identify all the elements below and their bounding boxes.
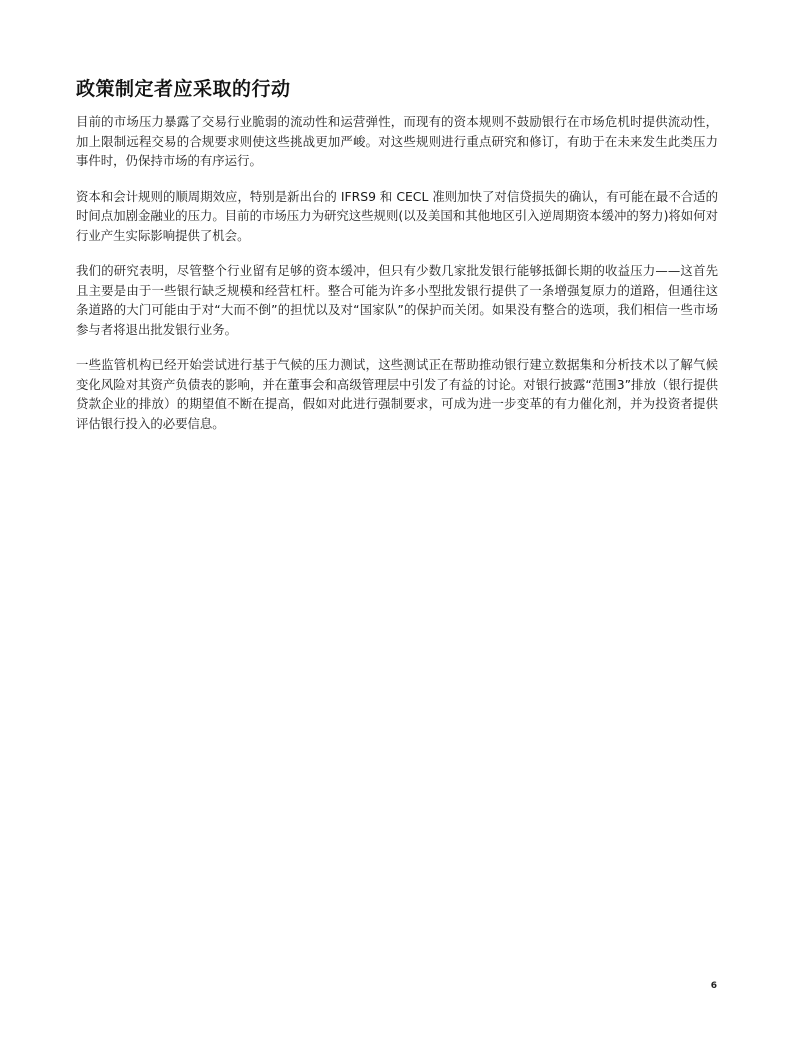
body-text [76,112,718,449]
section-heading: 政策制定者应采取的行动 [76,78,291,100]
page-number: 6 [710,981,717,991]
paragraph-3: 我们的研究表明，尽管整个行业留有足够的资本缓冲，但只有少数几家批发银行能够抵御长期的收益压力——这首先且主要是由于一些银行缺乏规模和经营杠杆。整合可能为许多小型批发银行提供了一条增强复原力的道路，但通往这条道路的大门可能由于对“大而不倒”的担忧以及对“国家队”的保护而关闭。如果没有整合的选项，我们相信一些市场参与者将退出批发银行业务。 [76,263,718,337]
paragraph-2: 资本和会计规则的顺周期效应，特别是新出台的 IFRS9 和 CECL 准则加快了对信贷损失的确认，有可能在最不合适的时间点加剧金融业的压力。目前的市场压力为研究这些规则(以及美国和其他地区引入逆周期资本缓冲的努力)将如何对行业产生实际影响提供了机会。 [76,188,718,243]
paragraph-1: 目前的市场压力暴露了交易行业脆弱的流动性和运营弹性，而现有的资本规则不鼓励银行在市场危机时提供流动性，加上限制远程交易的合规要求则使这些挑战更加严峻。对这些规则进行重点研究和修订，有助于在未来发生此类压力事件时，仍保持市场的有序运行。 [76,114,718,168]
paragraph-4: 一些监管机构已经开始尝试进行基于气候的压力测试，这些测试正在帮助推动银行建立数据集和分析技术以了解气候变化风险对其资产负债表的影响，并在董事会和高级管理层中引发了有益的讨论。对银行披露“范围3”排放（银行提供贷款企业的排放）的期望值不断在提高，假如对此进行强制要求，可成为进一步变革的有力催化剂，并为投资者提供评估银行投入的必要信息。 [76,357,718,431]
